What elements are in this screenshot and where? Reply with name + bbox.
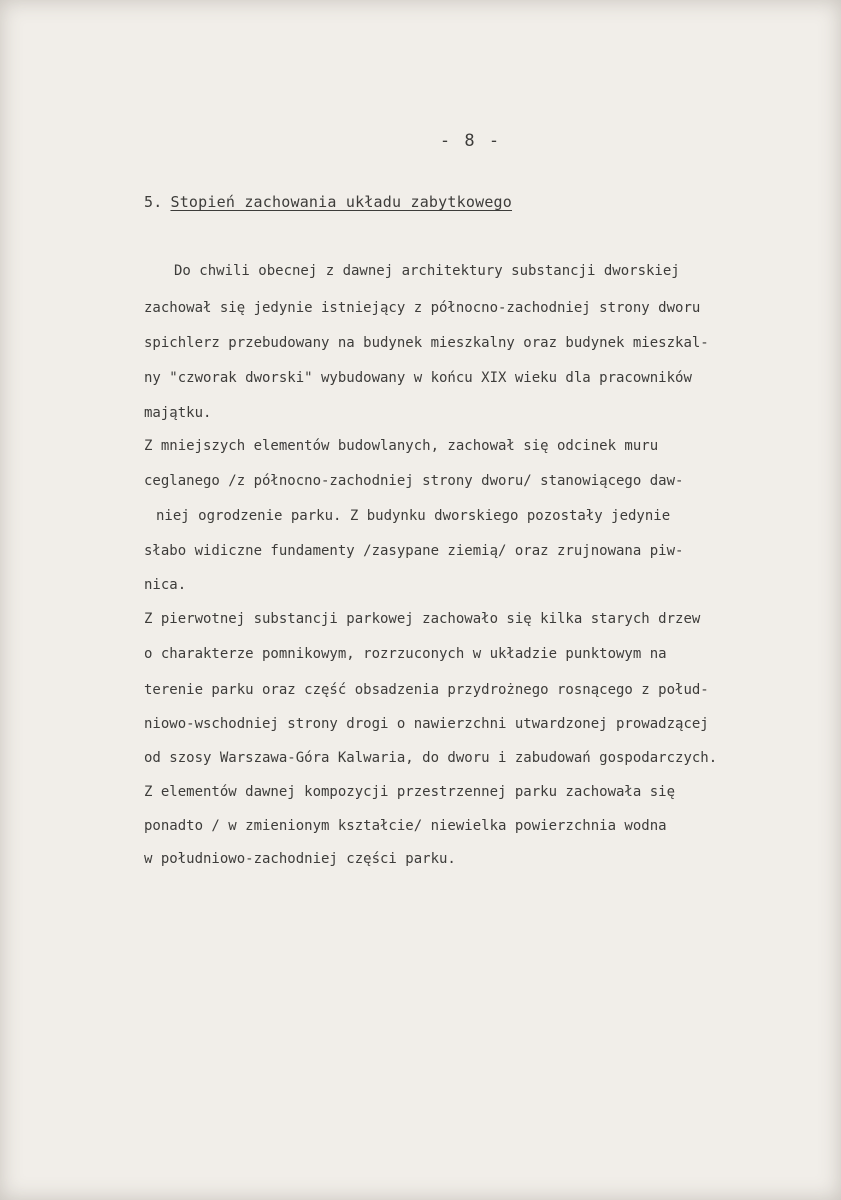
text-line: ny "czworak dworski" wybudowany w końcu XIX wieku dla pracowników [144,370,692,386]
section-heading [144,193,512,211]
text-line: słabo widiczne fundamenty /zasypane ziemią/ oraz zrujnowana piw- [144,543,684,559]
text-line: Z elementów dawnej kompozycji przestrzennej parku zachowała się [144,784,676,800]
text-line: od szosy Warszawa-Góra Kalwaria, do dworu i zabudowań gospodarczych. [144,750,718,766]
text-line: ceglanego /z północno-zachodniej strony dworu/ stanowiącego daw- [144,473,684,489]
text-line: Z pierwotnej substancji parkowej zachowało się kilka starych drzew [144,611,701,627]
section-number: 5. [144,193,163,211]
text-line: o charakterze pomnikowym, rozrzuconych w układzie punktowym na [144,646,667,662]
text-line: majątku. [144,405,212,421]
text-line: niej ogrodzenie parku. Z budynku dworskiego pozostały jedynie [156,508,671,524]
text-line: zachował się jedynie istniejący z północno-zachodniej strony dworu [144,300,701,316]
text-line: nica. [144,577,187,593]
text-line: spichlerz przebudowany na budynek mieszkalny oraz budynek mieszkal- [144,335,709,351]
text-line: terenie parku oraz część obsadzenia przydrożnego rosnącego z połud- [144,682,709,698]
text-line: niowo-wschodniej strony drogi o nawierzchni utwardzonej prowadzącej [144,716,709,732]
page-number: - 8 - [439,131,502,151]
text-line: Z mniejszych elementów budowlanych, zachował się odcinek muru [144,438,659,454]
text-line: Do chwili obecnej z dawnej architektury substancji dworskiej [174,263,680,279]
text-line: w południowo-zachodniej części parku. [144,851,456,867]
text-line: ponadto / w zmienionym kształcie/ niewielka powierzchnia wodna [144,818,667,834]
section-title: Stopień zachowania układu zabytkowego [170,193,513,211]
